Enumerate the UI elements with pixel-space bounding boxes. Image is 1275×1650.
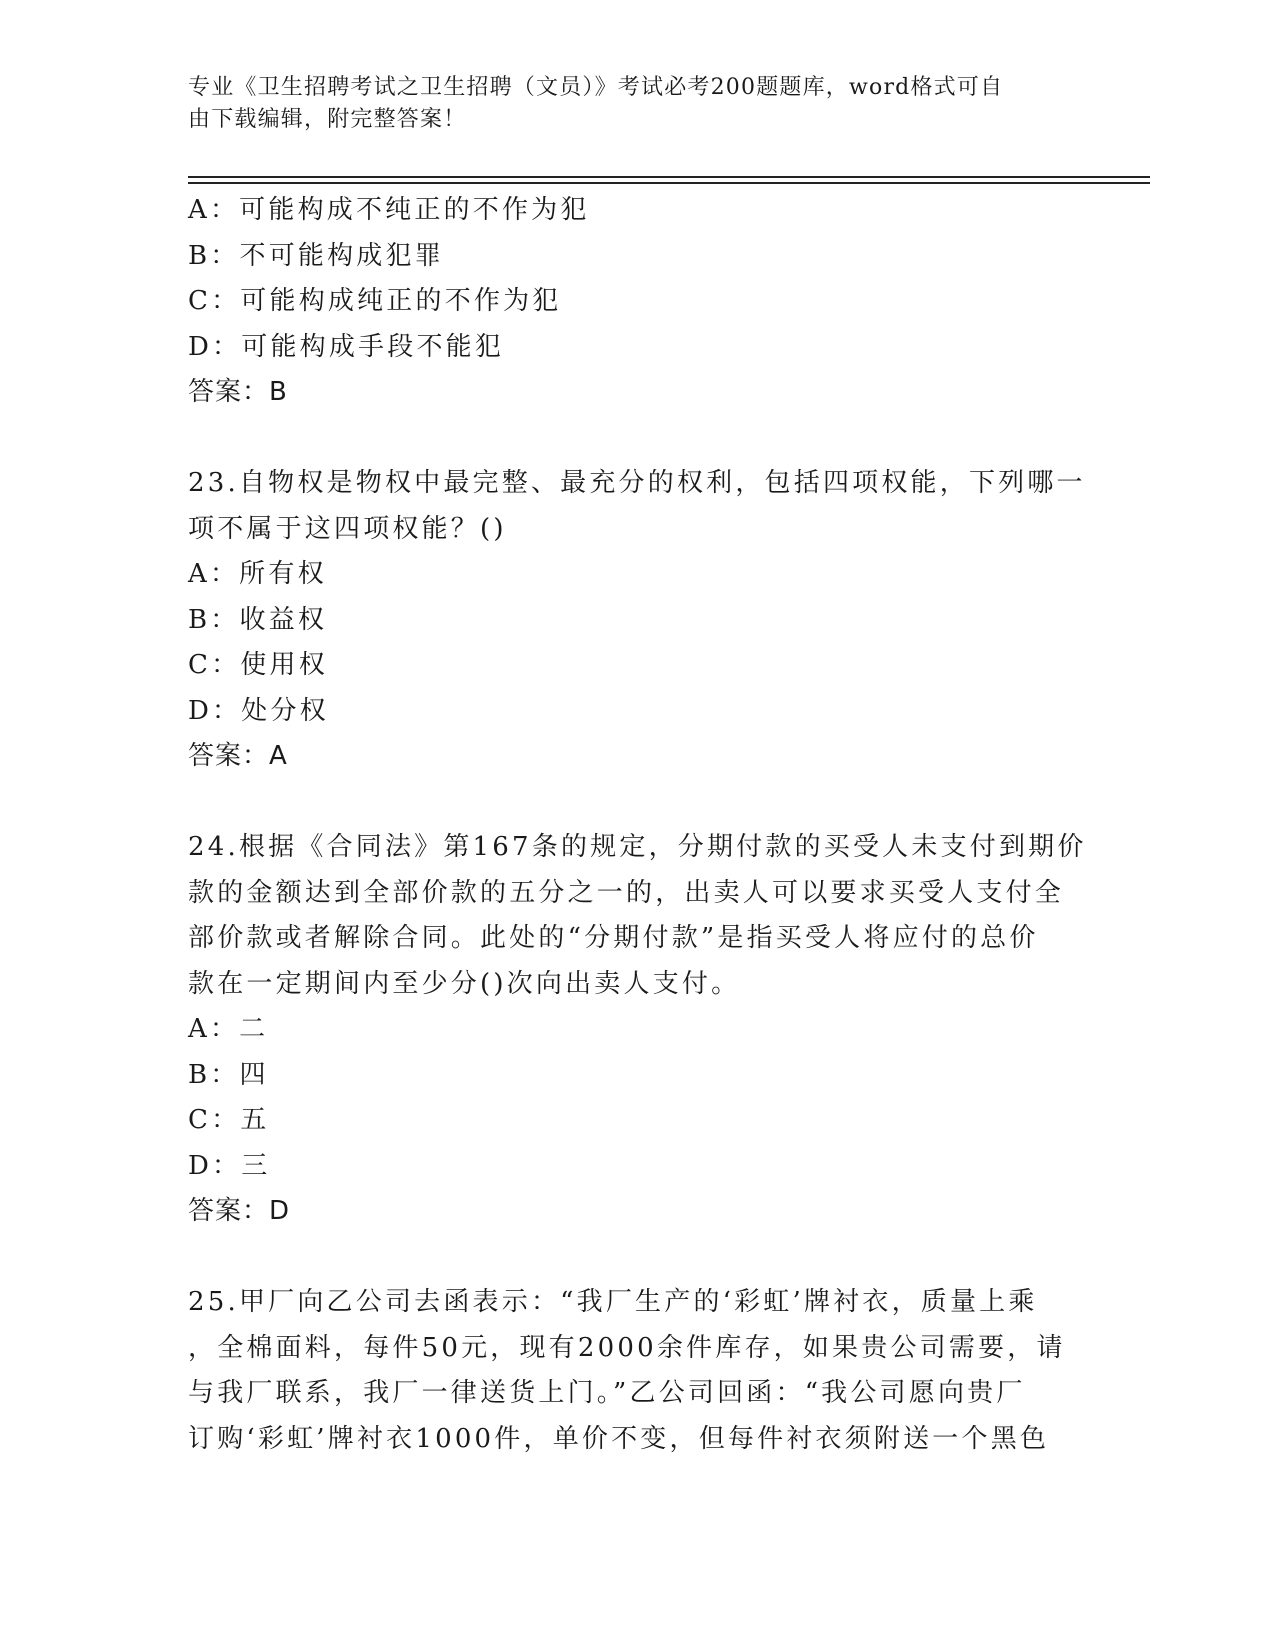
option-b: B：收益权 xyxy=(188,604,328,635)
answer-line: 答案：D xyxy=(188,1196,291,1226)
header-rule-bottom xyxy=(188,182,1150,184)
header-rule-top xyxy=(188,176,1150,178)
spacer xyxy=(188,1235,1088,1281)
option-a: A：二 xyxy=(188,1014,269,1044)
option-c: C：可能构成纯正的不作为犯 xyxy=(188,286,562,316)
option-b: B：不可能构成犯罪 xyxy=(188,240,444,271)
document-header xyxy=(188,72,1068,136)
question-text-line: 款在一定期间内至少分()次向出卖人支付。 xyxy=(188,968,741,999)
option-a: A：可能构成不纯正的不作为犯 xyxy=(188,195,590,225)
option-c: C：使用权 xyxy=(188,650,328,680)
question-23 xyxy=(188,461,1088,780)
option-c: C：五 xyxy=(188,1105,270,1135)
spacer xyxy=(188,416,1088,462)
question-text xyxy=(188,1280,1088,1462)
option-d: D：处分权 xyxy=(188,695,329,726)
document-body xyxy=(188,188,1088,1462)
option-a: A：所有权 xyxy=(188,559,327,589)
answer-line: 答案：B xyxy=(188,377,288,407)
question-text-line: 25.甲厂向乙公司去函表示：“我厂生产的‘彩虹’牌衬衣，质量上乘 xyxy=(188,1287,1038,1317)
question-text-line: 订购‘彩虹’牌衬衣1000件，单价不变，但每件衬衣须附送一个黑色 xyxy=(188,1423,1050,1454)
option-d: D：三 xyxy=(188,1150,271,1181)
question-text-line: 23.自物权是物权中最完整、最充分的权利，包括四项权能，下列哪一 xyxy=(188,468,1086,498)
question-text-line: 与我厂联系，我厂一律送货上门。”乙公司回函：“我公司愿向贵厂 xyxy=(188,1378,1026,1408)
spacer xyxy=(188,780,1088,826)
answer-line: 答案：A xyxy=(188,741,288,771)
question-22-continued xyxy=(188,188,1088,416)
header-line-1: 专业《卫生招聘考试之卫生招聘（文员）》考试必考200题题库，word格式可自 xyxy=(188,75,1004,100)
question-text-line: 24.根据《合同法》第167条的规定，分期付款的买受人未支付到期价 xyxy=(188,832,1087,862)
option-b: B：四 xyxy=(188,1059,269,1090)
question-text xyxy=(188,461,1088,552)
question-25 xyxy=(188,1280,1088,1462)
question-text-line: 部价款或者解除合同。此处的“分期付款”是指买受人将应付的总价 xyxy=(188,923,1039,953)
option-d: D：可能构成手段不能犯 xyxy=(188,331,505,362)
question-text-line: 项不属于这四项权能？() xyxy=(188,513,507,544)
header-line-2: 由下载编辑，附完整答案！ xyxy=(188,107,467,132)
question-text-line: ，全棉面料，每件50元，现有2000余件库存，如果贵公司需要，请 xyxy=(188,1332,1066,1363)
question-24 xyxy=(188,825,1088,1235)
question-text xyxy=(188,825,1088,1007)
question-text-line: 款的金额达到全部价款的五分之一的，出卖人可以要求买受人支付全 xyxy=(188,877,1065,908)
